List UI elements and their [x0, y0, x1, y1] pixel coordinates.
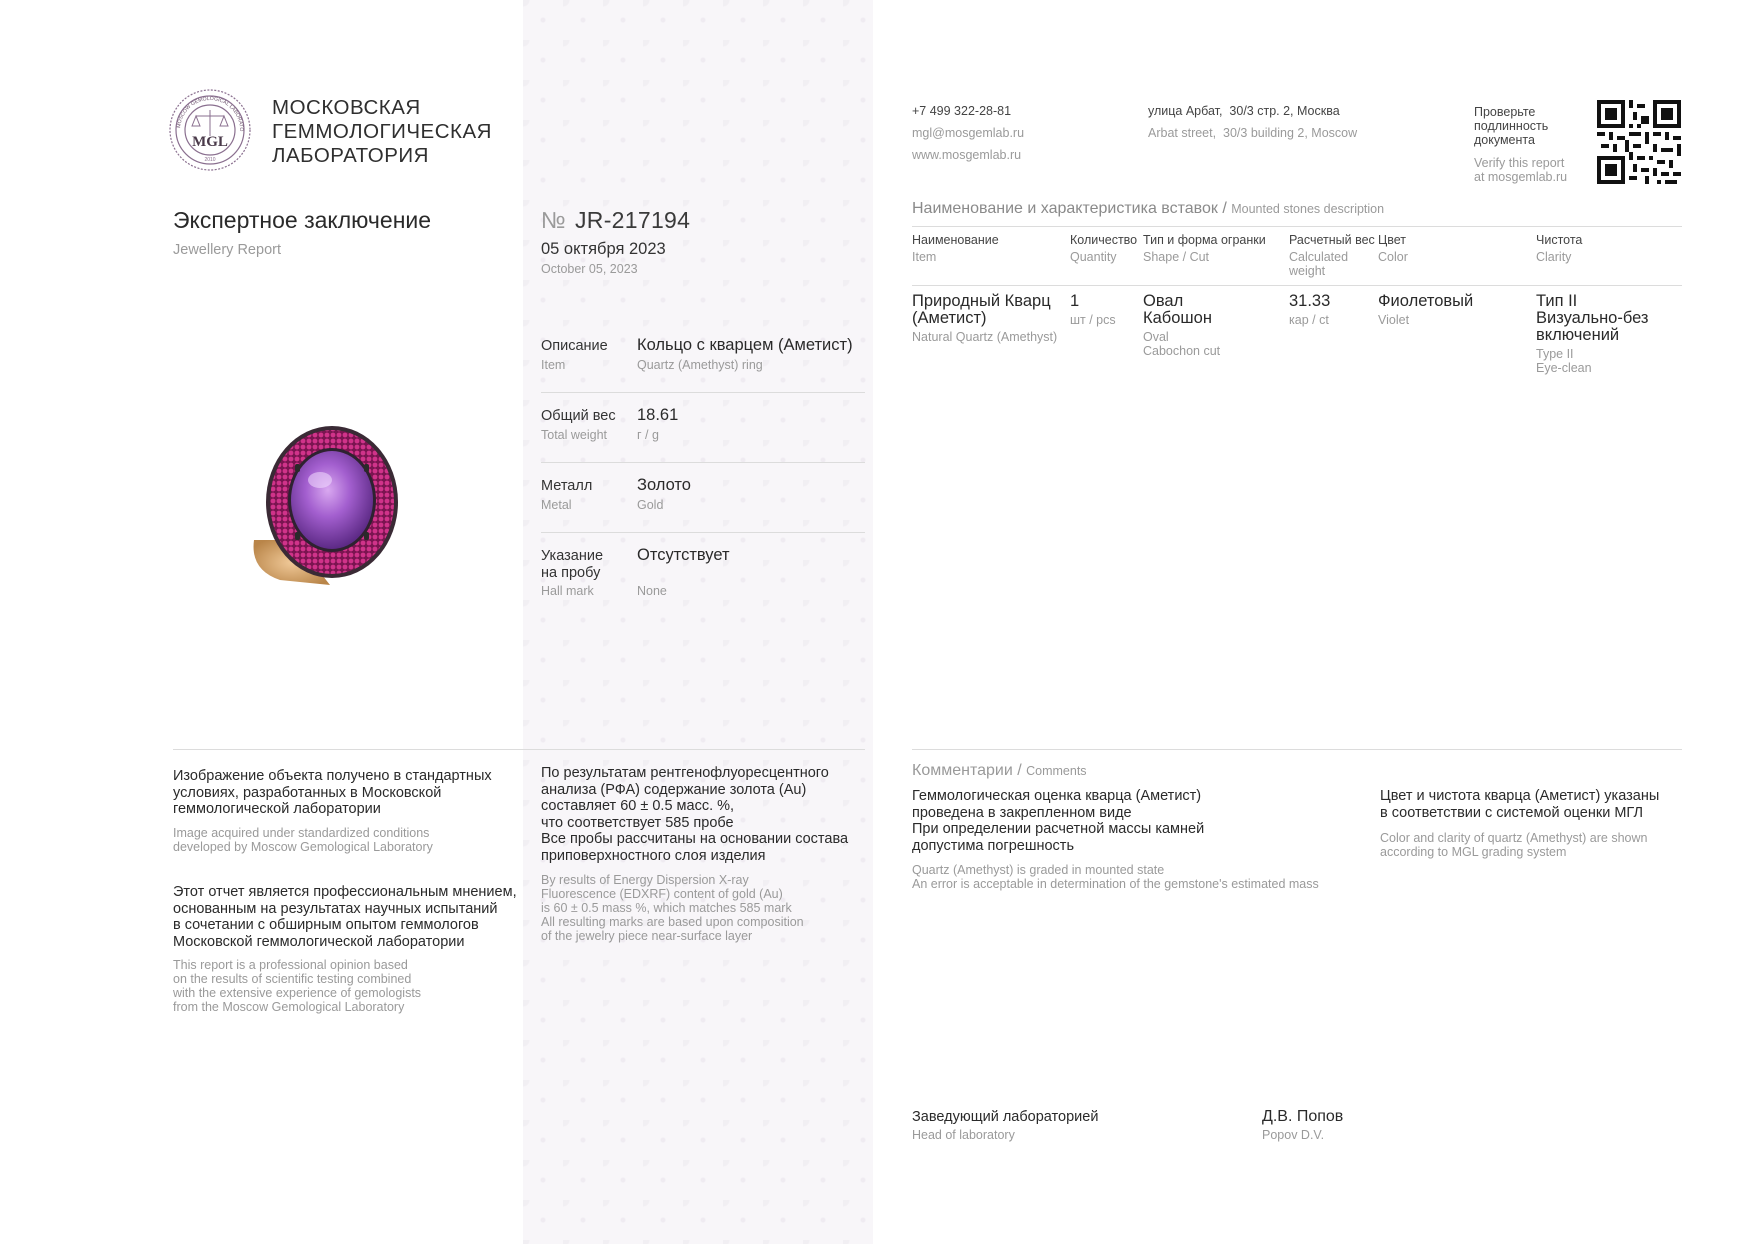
- stones-title-en: Mounted stones description: [1231, 202, 1385, 216]
- th-shape-en: Shape / Cut: [1143, 250, 1210, 264]
- verify-text: Проверьте подлинность документа: [1474, 105, 1549, 147]
- note-image-en: Image acquired under standardized conditions developed by Moscow Gemological Laboratory: [173, 826, 433, 854]
- note-opinion: Этот отчет является профессиональным мнением, основанным на результатах научных испытаний в сочетании с обширным опытом геммологов Московской геммологической лаборатории: [173, 884, 517, 950]
- th-item: Наименование: [912, 233, 999, 247]
- th-item-en: Item: [912, 250, 937, 264]
- td-item: Природный Кварц (Аметист): [912, 292, 1051, 327]
- td-quantity-en: шт / pcs: [1070, 313, 1116, 327]
- td-shape: Овал Кабошон: [1143, 292, 1212, 327]
- prop-value-weight: 18.61: [637, 406, 679, 424]
- prop-label-metal-en: Metal: [541, 498, 572, 512]
- td-item-en: Natural Quartz (Amethyst): [912, 330, 1058, 344]
- th-weight: Расчетный вес: [1289, 233, 1375, 247]
- th-color-en: Color: [1378, 250, 1408, 264]
- signature-role-en: Head of laboratory: [912, 1128, 1015, 1142]
- divider: [912, 749, 1682, 750]
- prop-label-metal: Металл: [541, 478, 593, 494]
- comments-title-separator: /: [1012, 762, 1027, 779]
- prop-label-hallmark: Указание на пробу: [541, 548, 604, 581]
- logo-text: MGL: [192, 134, 228, 150]
- logo-year: 2010: [204, 157, 216, 163]
- email-link[interactable]: mgl@mosgemlab.ru: [912, 126, 1025, 140]
- td-weight-en: кар / ct: [1289, 313, 1329, 327]
- divider: [541, 392, 865, 393]
- decorative-band: [523, 0, 873, 1244]
- prop-value-metal-en: Gold: [637, 498, 664, 512]
- prop-value-hallmark: Отсутствует: [637, 546, 730, 564]
- prop-value-weight-en: г / g: [637, 428, 659, 442]
- signature-name-en: Popov D.V.: [1262, 1128, 1325, 1142]
- prop-value-item: Кольцо с кварцем (Аметист): [637, 336, 853, 354]
- title-separator: /: [1217, 200, 1232, 217]
- signature-role: Заведующий лабораторией: [912, 1109, 1099, 1125]
- ring-photo: [240, 420, 410, 595]
- td-color: Фиолетовый: [1378, 292, 1474, 310]
- report-title: Экспертное заключение: [173, 207, 432, 233]
- prop-label-weight-en: Total weight: [541, 428, 608, 442]
- signature-name: Д.В. Попов: [1262, 1108, 1344, 1125]
- comment-left: Геммологическая оценка кварца (Аметист) проведена в закрепленном виде При определении расчетной массы камней допустима погрешность: [912, 788, 1205, 854]
- divider: [541, 462, 865, 463]
- qr-code[interactable]: [1597, 100, 1681, 184]
- comment-right: Цвет и чистота кварца (Аметист) указаны в соответствии с системой оценки МГЛ: [1380, 788, 1660, 821]
- comments-title-ru: Комментарии: [912, 762, 1013, 779]
- comment-left-en: Quartz (Amethyst) is graded in mounted state An error is acceptable in determination of the gemstone's estimated mass: [912, 863, 1319, 891]
- note-opinion-en: This report is a professional opinion based on the results of scientific testing combined with the extensive experience of gemologists from the Moscow Gemological Laboratory: [173, 958, 422, 1014]
- divider: [912, 285, 1682, 286]
- divider: [912, 226, 1682, 227]
- logo-ring-text: MOSCOW GEMOLOGICAL LABORATO: [176, 95, 245, 132]
- th-weight-en: Calculated weight: [1289, 250, 1349, 278]
- report-number: JR-217194: [575, 207, 691, 233]
- phone[interactable]: +7 499 322-28-81: [912, 104, 1012, 118]
- lab-name-line: ЛАБОРАТОРИЯ: [272, 144, 429, 167]
- prop-label-hallmark-en: Hall mark: [541, 584, 594, 598]
- td-weight: 31.33: [1289, 292, 1331, 310]
- stones-section-title: [912, 200, 1384, 218]
- number-sign: №: [541, 207, 566, 233]
- divider: [173, 749, 865, 750]
- th-quantity: Количество: [1070, 233, 1138, 247]
- comments-title: [912, 762, 1087, 780]
- report-title-en: Jewellery Report: [173, 242, 281, 258]
- lab-name: [272, 96, 492, 168]
- th-clarity-en: Clarity: [1536, 250, 1572, 264]
- td-clarity: Тип II Визуально-без включений: [1536, 292, 1649, 344]
- prop-label-weight: Общий вес: [541, 408, 616, 424]
- address-en: Arbat street, 30/3 building 2, Moscow: [1148, 126, 1358, 140]
- verify-text-en: Verify this report at mosgemlab.ru: [1474, 156, 1568, 184]
- td-clarity-en: Type II Eye-clean: [1536, 347, 1592, 375]
- prop-label-item-en: Item: [541, 358, 566, 372]
- note-xrf-en: By results of Energy Dispersion X-ray Fluorescence (EDXRF) content of gold (Au) is 60 ± 0.5 mass %, which matches 585 mark All resulting marks are based upon composition of the jewelry piece near-surface layer: [541, 873, 804, 943]
- address: улица Арбат, 30/3 стр. 2, Москва: [1148, 104, 1340, 118]
- td-shape-en: Oval Cabochon cut: [1143, 330, 1221, 358]
- report-date: 05 октября 2023: [541, 240, 666, 258]
- th-shape: Тип и форма огранки: [1143, 233, 1266, 247]
- td-quantity: 1: [1070, 292, 1080, 310]
- stones-title: Наименование и характеристика вставок: [912, 200, 1218, 217]
- lab-name-line: ГЕММОЛОГИЧЕСКАЯ: [272, 120, 492, 143]
- mgl-logo: [168, 86, 252, 174]
- th-quantity-en: Quantity: [1070, 250, 1117, 264]
- lab-name-line: МОСКОВСКАЯ: [272, 96, 421, 119]
- svg-text:MOSCOW GEMOLOGICAL LABORATORY: [168, 86, 244, 131]
- comments-title-en: Comments: [1026, 764, 1087, 778]
- prop-label-item: Описание: [541, 338, 608, 354]
- note-image: Изображение объекта получено в стандартных условиях, разработанных в Московской геммологической лаборатории: [173, 768, 492, 817]
- divider: [541, 532, 865, 533]
- th-color: Цвет: [1378, 233, 1407, 247]
- report-date-en: October 05, 2023: [541, 262, 638, 276]
- prop-value-metal: Золото: [637, 476, 691, 494]
- website-link[interactable]: www.mosgemlab.ru: [912, 148, 1022, 162]
- th-clarity: Чистота: [1536, 233, 1583, 247]
- comment-right-en: Color and clarity of quartz (Amethyst) are shown according to MGL grading system: [1380, 831, 1648, 859]
- note-xrf: По результатам рентгенофлуоресцентного анализа (РФА) содержание золота (Au) составляет 60 ± 0.5 масс. %, что соответствует 585 пробе Все пробы рассчитаны на основании состава приповерхностного слоя изделия: [541, 765, 849, 864]
- prop-value-item-en: Quartz (Amethyst) ring: [637, 358, 763, 372]
- td-color-en: Violet: [1378, 313, 1410, 327]
- prop-value-hallmark-en: None: [637, 584, 667, 598]
